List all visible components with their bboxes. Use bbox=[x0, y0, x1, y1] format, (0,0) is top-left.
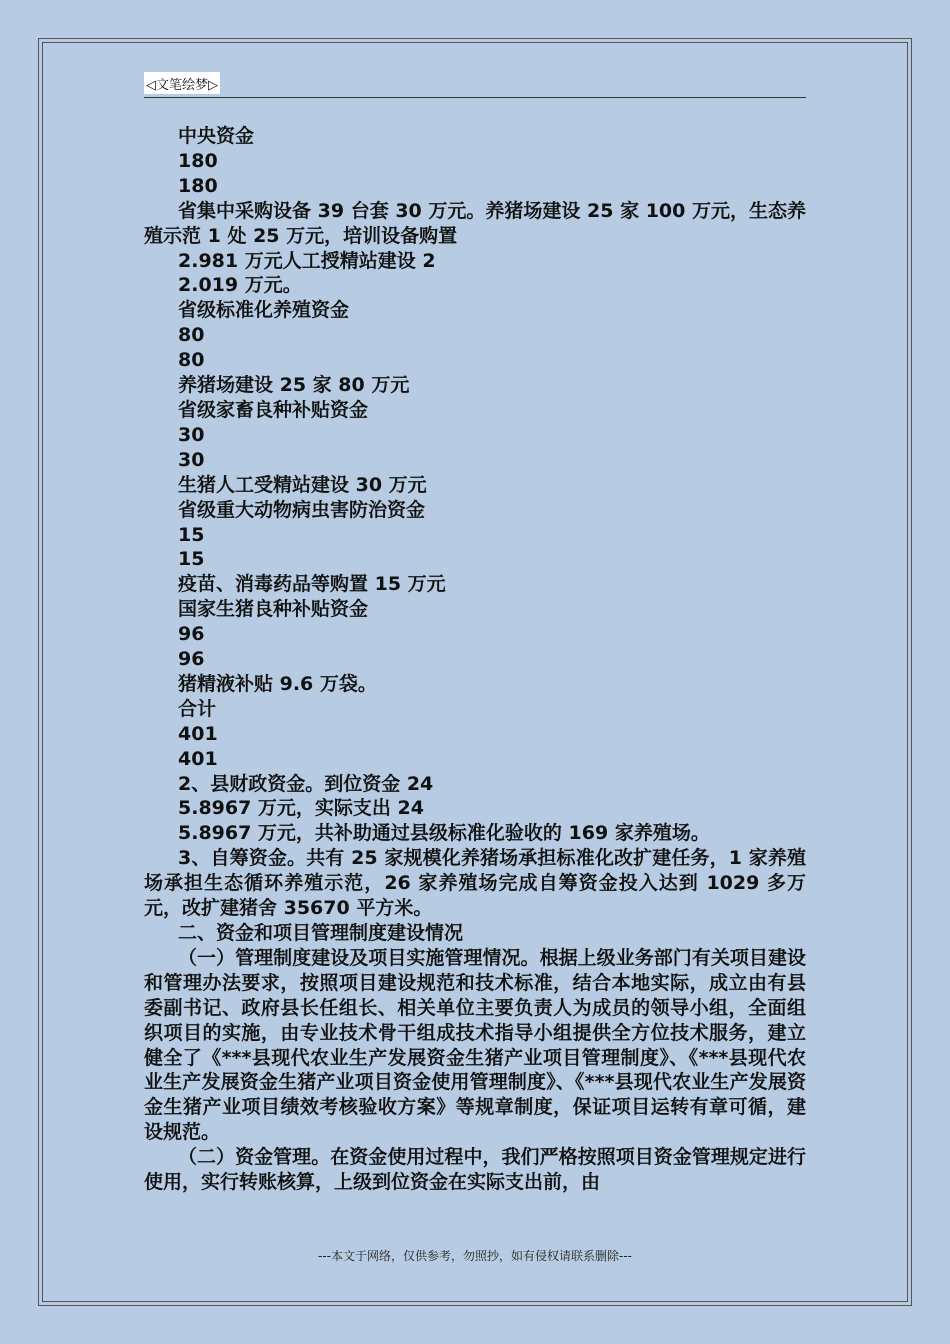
header-logo: ◁文笔绘梦▷ bbox=[144, 72, 220, 94]
text-line: 省级重大动物病虫害防治资金 bbox=[178, 498, 426, 521]
text-line: 80 bbox=[178, 349, 205, 372]
text-line: 2、县财政资金。到位资金 24 bbox=[178, 772, 434, 795]
text-paragraph: 3、自筹资金。共有 25 家规模化养猪场承担标准化改扩建任务，1 家养殖场承担生态循环养殖示范，26 家养殖场完成自筹资金投入达到 1029 多万元，改扩建猪舍 35670 平方米。 bbox=[144, 847, 806, 920]
text-line: 15 bbox=[178, 523, 205, 546]
text-line: 猪精液补贴 9.6 万袋。 bbox=[178, 672, 377, 695]
text-paragraph: 省集中采购设备 39 台套 30 万元。养猪场建设 25 家 100 万元，生态养殖示范 1 处 25 万元，培训设备购置 bbox=[144, 199, 806, 247]
text-line: 5.8967 万元，实际支出 24 bbox=[178, 797, 424, 820]
section-heading: 二、资金和项目管理制度建设情况 bbox=[178, 922, 464, 944]
footer-disclaimer: ---本文于网络，仅供参考，勿照抄，如有侵权请联系删除--- bbox=[318, 1249, 632, 1263]
text-line: 疫苗、消毒药品等购置 15 万元 bbox=[178, 573, 446, 596]
header-rule bbox=[144, 97, 806, 98]
text-line: 合计 bbox=[178, 697, 217, 720]
text-line: 5.8967 万元，共补助通过县级标准化验收的 169 家养殖场。 bbox=[178, 822, 710, 845]
text-line: 401 bbox=[178, 747, 218, 770]
text-paragraph: （二）资金管理。在资金使用过程中，我们严格按照项目资金管理规定进行使用，实行转账核算，上级到位资金在实际支出前，由 bbox=[144, 1146, 806, 1194]
text-line: 省级标准化养殖资金 bbox=[178, 299, 350, 322]
text-line: 80 bbox=[178, 324, 205, 347]
text-line: 生猪人工受精站建设 30 万元 bbox=[178, 473, 427, 496]
text-line: 国家生猪良种补贴资金 bbox=[178, 598, 369, 621]
text-line: 30 bbox=[178, 448, 205, 471]
document-body bbox=[144, 124, 806, 1195]
text-line: 180 bbox=[178, 149, 218, 172]
text-line: 30 bbox=[178, 423, 205, 446]
text-line: 96 bbox=[178, 648, 205, 671]
text-line: 养猪场建设 25 家 80 万元 bbox=[178, 374, 410, 397]
text-line: 15 bbox=[178, 548, 205, 571]
text-line: 省级家畜良种补贴资金 bbox=[178, 398, 369, 421]
text-line: 96 bbox=[178, 623, 205, 646]
text-line: 180 bbox=[178, 174, 218, 197]
text-paragraph: （一）管理制度建设及项目实施管理情况。根据上级业务部门有关项目建设和管理办法要求，按照项目建设规范和技术标准，结合本地实际，成立由有县委副书记、政府县长任组长、相关单位主要负责人为成员的领导小组，全面组织项目的实施，由专业技术骨干组成技术指导小组提供全方位技术服务，建立健全了《***县现代农业生产发展资金生猪产业项目管理制度》、《***县现代农业生产发展资金生猪产业项目资金使用管理制度》、《***县现代农业生产发展资金生猪产业项目绩效考核验收方案》等规章制度，保证项目运转有章可循，建设规范。 bbox=[144, 946, 806, 1144]
text-line: 2.981 万元人工授精站建设 2 bbox=[178, 249, 436, 272]
text-line: 2.019 万元。 bbox=[178, 274, 302, 297]
text-line: 中央资金 bbox=[178, 125, 255, 147]
text-line: 401 bbox=[178, 722, 218, 745]
